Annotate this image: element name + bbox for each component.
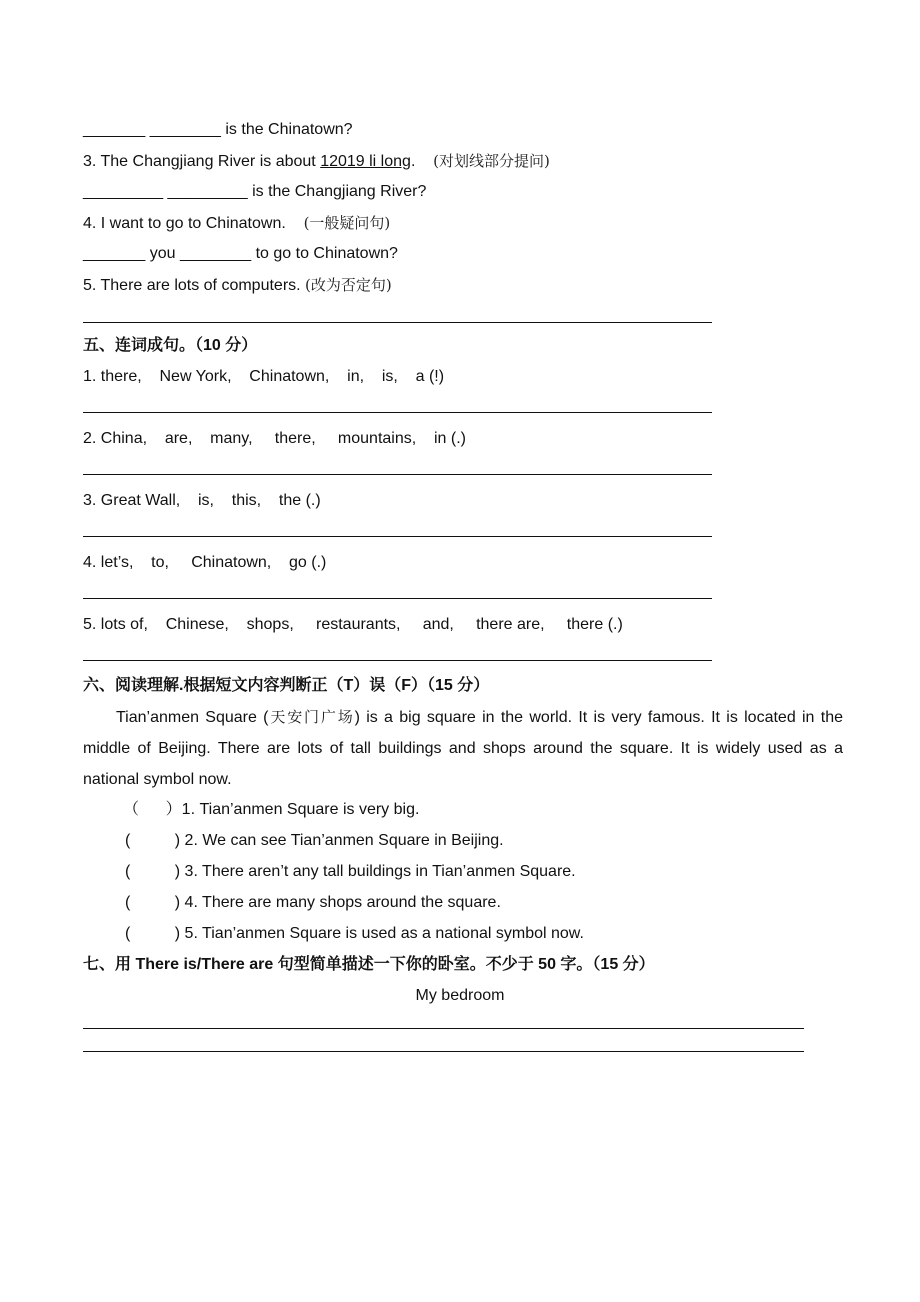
list-item: 2. China, are, many, there, mountains, in (.) [83,430,466,447]
list-item: 5. lots of, Chinese, shops, restaurants, and, there are, there (.) [83,616,623,633]
section7-heading: 七、用 There is/There are 句型简单描述一下你的卧室。不少于 50 字。（15 分） [83,956,655,973]
question-5 [83,274,392,297]
passage-chinese: 天安门广场 [268,708,355,726]
answer-rule [83,1028,804,1029]
essay-title: My bedroom [415,987,505,1004]
answer-rule [83,322,712,323]
passage-start: Tian’anmen Square ( [116,709,269,726]
answer-rule [83,1051,804,1052]
q4-instruction: (一般疑问句) [303,214,391,232]
answer-rule [83,598,712,599]
q4-text: 4. I want to go to Chinatown. [83,215,304,232]
section6-heading: 六、阅读理解.根据短文内容判断正（T）误（F）（15 分） [83,677,490,694]
list-item: 4. let’s, to, Chinatown, go (.) [83,554,327,571]
reading-passage [83,702,843,795]
answer-rule [83,536,712,537]
q5-text: 5. There are lots of computers. [83,277,306,294]
answer-blank-line: _______ ________ is the Chinatown? [83,121,353,138]
answer-rule [83,660,712,661]
answer-blank-line: _________ _________ is the Changjiang River? [83,183,427,200]
tf-item: ( ) 3. There aren’t any tall buildings in Tian’anmen Square. [125,863,576,880]
passage-rest: ) is a big square in the world. It is very famous. It is located in the middle of Beijing. There are lots of tall buildings and shops around the square. It is widely used as a national symbol now. [83,709,843,788]
question-3 [83,150,550,173]
question-4 [83,212,390,235]
q3-instruction: (对划线部分提问) [433,152,550,170]
list-item: 3. Great Wall, is, this, the (.) [83,492,321,509]
answer-rule [83,412,712,413]
q5-instruction: (改为否定句) [305,276,392,294]
tf-item: ( ) 2. We can see Tian’anmen Square in Beijing. [125,832,504,849]
tf-item: ( ) 5. Tian’anmen Square is used as a national symbol now. [125,925,584,942]
q3-dot: . [410,153,434,170]
answer-blank-line: _______ you ________ to go to Chinatown? [83,245,398,262]
tf-item: ( ) 4. There are many shops around the square. [125,894,501,911]
q3-text: 3. The Changjiang River is about [83,153,321,170]
section5-heading: 五、连词成句。（10 分） [83,337,258,354]
tf-item: （ ）1. Tian’anmen Square is very big. [123,801,420,818]
list-item: 1. there, New York, Chinatown, in, is, a (!) [83,368,445,385]
answer-rule [83,474,712,475]
q3-underlined: 12019 li long [320,153,411,170]
